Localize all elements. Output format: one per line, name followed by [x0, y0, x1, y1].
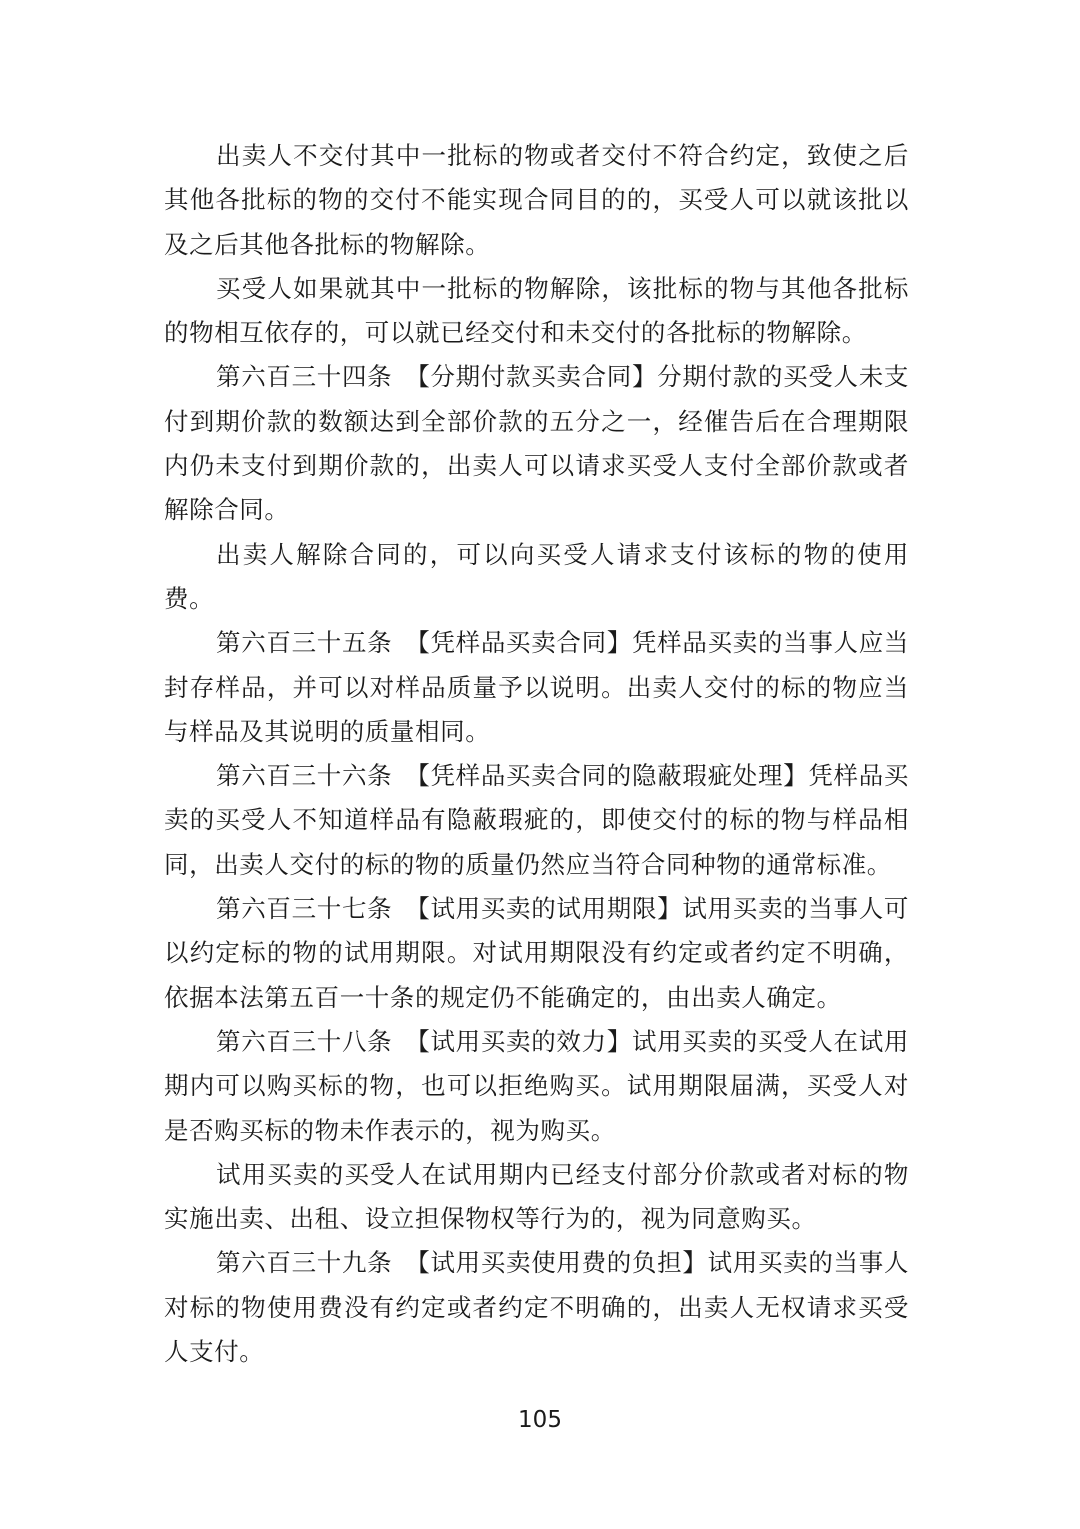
article-634: 第六百三十四条 【分期付款买卖合同】分期付款的买受人未支付到期价款的数额达到全部价款的五分之一，经催告后在合理期限内仍未支付到期价款的，出卖人可以请求买受人支付全部价款或者解除合同。	[164, 362, 909, 525]
paragraph: 出卖人解除合同的，可以向买受人请求支付该标的物的使用费。	[164, 539, 909, 613]
article-636: 第六百三十六条 【凭样品买卖合同的隐蔽瑕疵处理】凭样品买卖的买受人不知道样品有隐蔽瑕疵的，即使交付的标的物与样品相同，出卖人交付的标的物的质量仍然应当符合同种物的通常标准。	[164, 761, 909, 879]
article-637: 第六百三十七条 【试用买卖的试用期限】试用买卖的当事人可以约定标的物的试用期限。对试用期限没有约定或者约定不明确，依据本法第五百一十条的规定仍不能确定的，由出卖人确定。	[164, 894, 909, 1012]
paragraph: 试用买卖的买受人在试用期内已经支付部分价款或者对标的物实施出卖、出租、设立担保物权等行为的，视为同意购买。	[164, 1159, 909, 1234]
article-635: 第六百三十五条 【凭样品买卖合同】凭样品买卖的当事人应当封存样品，并可以对样品质量予以说明。出卖人交付的标的物应当与样品及其说明的质量相同。	[164, 628, 909, 746]
article-638: 第六百三十八条 【试用买卖的效力】试用买卖的买受人在试用期内可以购买标的物，也可以拒绝购买。试用期限届满，买受人对是否购买标的物未作表示的，视为购买。	[164, 1026, 909, 1145]
body-text	[164, 134, 909, 1374]
paragraph: 买受人如果就其中一批标的物解除，该批标的物与其他各批标的物相互依存的，可以就已经交付和未交付的各批标的物解除。	[164, 273, 909, 348]
article-639: 第六百三十九条 【试用买卖使用费的负担】试用买卖的当事人对标的物使用费没有约定或者约定不明确的，出卖人无权请求买受人支付。	[164, 1248, 909, 1367]
page-number: 105	[518, 1407, 562, 1433]
paragraph: 出卖人不交付其中一批标的物或者交付不符合约定，致使之后其他各批标的物的交付不能实现合同目的的，买受人可以就该批以及之后其他各批标的物解除。	[164, 141, 909, 259]
